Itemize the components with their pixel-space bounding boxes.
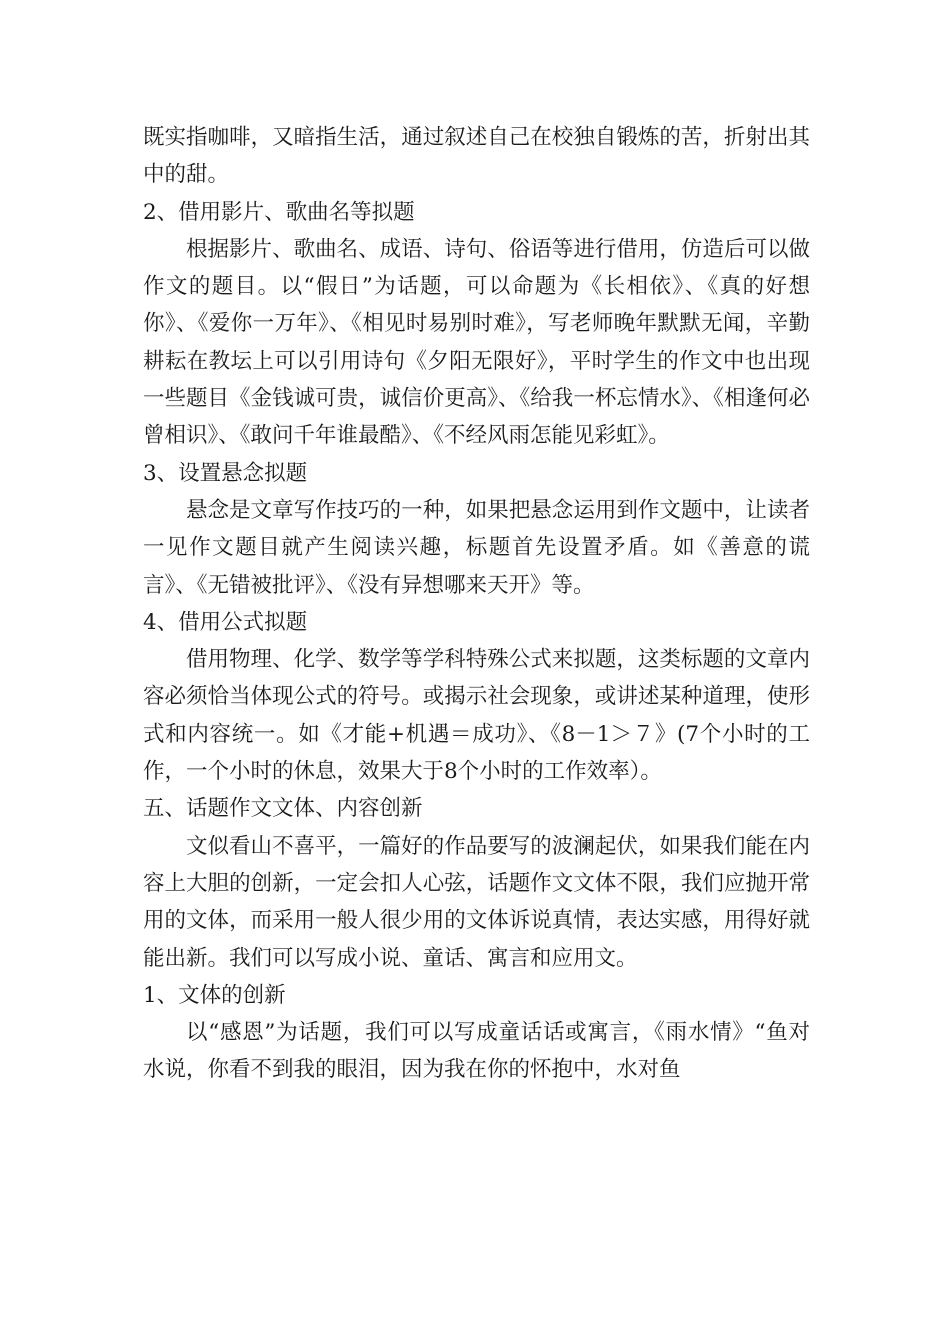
section-heading-formula: 4、借用公式拟题 [143, 609, 308, 635]
section-heading-innovation: 五、话题作文文体、内容创新 [143, 796, 423, 822]
paragraph-genre: 以“感恩”为话题，我们可以写成童话话或寓言，《雨水情》“鱼对水说，你看不到我的眼泪，因为我在你的怀抱中，水对鱼 [143, 1020, 810, 1083]
section-heading-suspense: 3、设置悬念拟题 [143, 460, 308, 486]
paragraph-continuation: 既实指咖啡，又暗指生活，通过叙述自己在校独自锻炼的苦，折射出其中的甜。 [143, 125, 810, 188]
document-body [143, 119, 810, 1089]
section-heading-genre: 1、文体的创新 [143, 982, 286, 1008]
paragraph-formula: 借用物理、化学、数学等学科特殊公式来拟题，这类标题的文章内容必须恰当体现公式的符号。或揭示社会现象，或讲述某种道理，使形式和内容统一。如《才能+机遇＝成功》、《8－1＞７》(7个小时的工作，一个小时的休息，效果大于8个小时的工作效率）。 [143, 647, 810, 785]
paragraph-innovation: 文似看山不喜平，一篇好的作品要写的波澜起伏，如果我们能在内容上大胆的创新，一定会扣人心弦，话题作文文体不限，我们应抛开常用的文体，而采用一般人很少用的文体诉说真情，表达实感，用得好就能出新。我们可以写成小说、童话、寓言和应用文。 [143, 833, 810, 971]
paragraph-suspense: 悬念是文章写作技巧的一种，如果把悬念运用到作文题中，让读者一见作文题目就产生阅读兴趣，标题首先设置矛盾。如《善意的谎言》、《无错被批评》、《没有异想哪来天开》等。 [143, 497, 810, 598]
paragraph-borrow-titles: 根据影片、歌曲名、成语、诗句、俗语等进行借用，仿造后可以做作文的题目。以“假日”为话题，可以命题为《长相依》、《真的好想你》、《爱你一万年》、《相见时易别时难》，写老师晚年默默无闻，辛勤耕耘在教坛上可以引用诗句《夕阳无限好》，平时学生的作文中也出现一些题目《金钱诚可贵，诚信价更高》、《给我一杯忘情水》、《相逢何必曾相识》、《敢问千年谁最酷》、《不经风雨怎能见彩虹》。 [143, 236, 810, 449]
section-heading-borrow-titles: 2、借用影片、歌曲名等拟题 [143, 199, 415, 225]
